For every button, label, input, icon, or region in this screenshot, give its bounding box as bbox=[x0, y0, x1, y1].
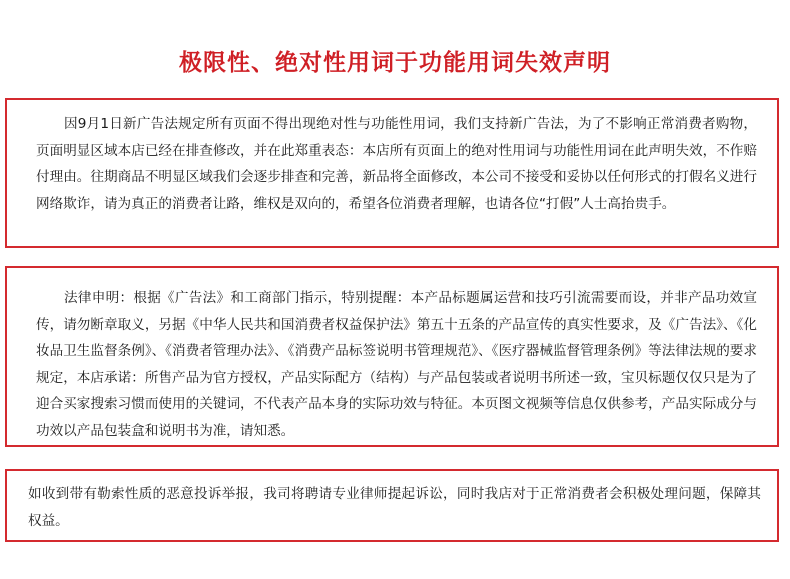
statement-text-advertising-law: 因9月1日新广告法规定所有页面不得出现绝对性与功能性用词，我们支持新广告法，为了不影响正常消费者购物，页面明显区域本店已经在排查修改，并在此郑重表态：本店所有页面上的绝对性用词与功能性用词在此声明失效，不作赔付理由。往期商品不明显区域我们会逐步排查和完善，新品将全面修改，本公司不接受和妥协以任何形式的打假名义进行网络欺诈，请为真正的消费者让路，维权是双向的，希望各位消费者理解，也请各位“打假”人士高抬贵手。 bbox=[36, 116, 757, 212]
statement-box-advertising-law bbox=[5, 98, 779, 248]
statement-box-complaint bbox=[5, 469, 779, 542]
statement-text-legal-notice: 法律申明：根据《广告法》和工商部门指示，特别提醒：本产品标题属运营和技巧引流需要而设，并非产品功效宣传，请勿断章取义，另据《中华人民共和国消费者权益保护法》第五十五条的产品宣传的真实性要求，及《广告法》、《化妆品卫生监督条例》、《消费者管理办法》、《消费产品标签说明书管理规范》、《医疗器械监督管理条例》等法律法规的要求规定，本店承诺：所售产品为官方授权，产品实际配方（结构）与产品包装或者说明书所述一致，宝贝标题仅仅只是为了迎合买家搜索习惯而使用的关键词，不代表产品本身的实际功效与特征。本页图文视频等信息仅供参考，产品实际成分与功效以产品包装盒和说明书为准，请知悉。 bbox=[36, 290, 757, 439]
page-title: 极限性、绝对性用词于功能用词失效声明 bbox=[179, 50, 611, 76]
statement-text-complaint: 如收到带有勒索性质的恶意投诉举报，我司将聘请专业律师提起诉讼，同时我店对于正常消费者会积极处理问题，保障其权益。 bbox=[28, 486, 761, 529]
statement-box-legal-notice bbox=[5, 266, 779, 447]
